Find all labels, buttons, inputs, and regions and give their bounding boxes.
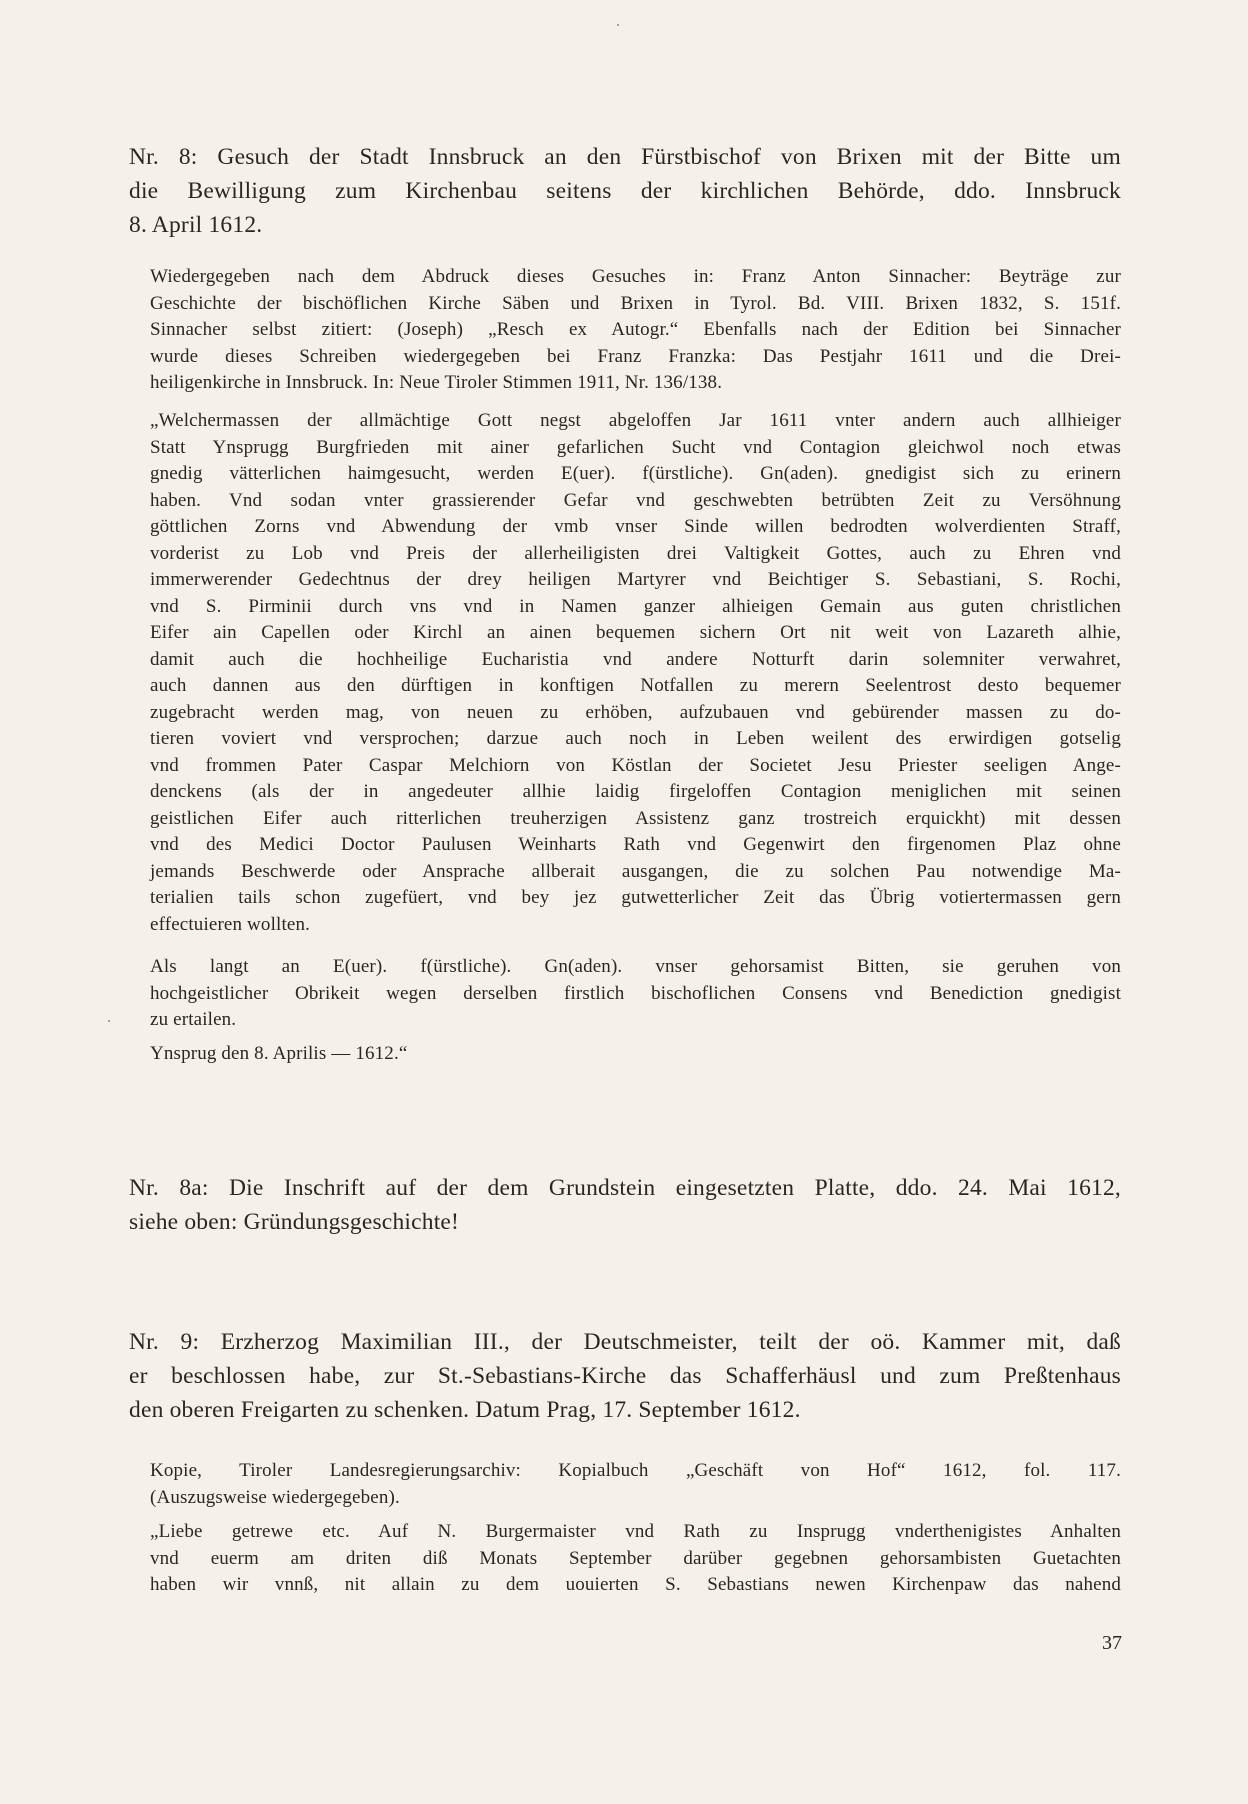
heading-line: er beschlossen habe, zur St.-Sebastians-Kirche das Schafferhäusl und zum Preßtenhaus — [129, 1363, 1121, 1389]
text-line: Eifer ain Capellen oder Kirchl an ainen bequemen sichern Ort nit weit von Lazareth alhie, — [150, 622, 1121, 643]
text-line: auch dannen aus den dürftigen in konftigen Notfallen zu merern Seelentrost desto bequemer — [150, 675, 1121, 696]
text-line: wurde dieses Schreiben wiedergegeben bei Franz Franzka: Das Pestjahr 1611 und die Drei- — [150, 345, 1121, 367]
entry-8-closing — [129, 1041, 1121, 1068]
text-line: haben wir vnnß, nit allain zu dem uouierten S. Sebastians newen Kirchenpaw das nahend — [150, 1574, 1121, 1595]
text-line: Geschichte der bischöflichen Kirche Säben und Brixen in Tyrol. Bd. VIII. Brixen 1832, S. 151f. — [150, 292, 1121, 314]
text-line: geistlichen Eifer auch ritterlichen treuherzigen Assistenz ganz trostreich erquickht) mit dessen — [150, 807, 1121, 829]
text-line: vorderist zu Lob vnd Preis der allerheiligisten drei Valtigkeit Gottes, auch zu Ehren vnd — [150, 542, 1121, 564]
heading-line: Nr. 8a: Die Inschrift auf der dem Grundstein eingesetzten Platte, ddo. 24. Mai 1612, — [129, 1175, 1121, 1201]
heading-line: siehe oben: Gründungsgeschichte! — [129, 1209, 460, 1235]
source-paragraph — [129, 1458, 1121, 1511]
heading-line: den oberen Freigarten zu schenken. Datum Prag, 17. September 1612. — [129, 1397, 801, 1423]
text-line: „Welchermassen der allmächtige Gott negst abgeloffen Jar 1611 vnter andern auch allhieiger — [150, 410, 1121, 431]
text-line: hochgeistlicher Obrikeit wegen derselben firstlich bischoflichen Consens vnd Benediction gnedigist — [150, 982, 1121, 1004]
paper-speck — [617, 24, 619, 26]
entry-8 — [129, 140, 1121, 242]
source-paragraph — [129, 264, 1121, 397]
text-line: effectuieren wollten. — [150, 913, 311, 935]
text-line: vnd S. Pirminii durch vns vnd in Namen ganzer alhieigen Gemain aus guten christlichen — [150, 595, 1121, 617]
text-line: Statt Ynsprugg Burgfrieden mit ainer gefarlichen Sucht vnd Contagion gleichwol noch etwas — [150, 436, 1121, 458]
page-number: 37 — [1102, 1632, 1122, 1654]
text-line: vnd euerm am driten diß Monats September darüber gegebnen gehorsambisten Guetachten — [150, 1547, 1121, 1569]
text-line: terialien tails schon zugefüert, vnd bey jez gutwetterlicher Zeit das Übrig votiertermassen gern — [150, 887, 1121, 908]
text-line: heiligenkirche in Innsbruck. In: Neue Tiroler Stimmen 1911, Nr. 136/138. — [150, 372, 723, 393]
text-line: tieren voviert vnd versprochen; darzue auch noch in Leben weilent des erwirdigen gotselig — [150, 728, 1121, 749]
entry-9-heading — [129, 1325, 1121, 1427]
text-line: (Auszugsweise wiedergegeben). — [150, 1486, 400, 1508]
text-line: jemands Beschwerde oder Ansprache allberait ausgangen, die zu solchen Pau notwendige Ma- — [150, 860, 1121, 882]
text-line: damit auch die hochheilige Eucharistia vnd andere Notturft darin solemniter verwahret, — [150, 648, 1121, 670]
text-line: göttlichen Zorns vnd Abwendung der vmb vnser Sinde willen bedrodten wolverdienten Straff, — [150, 516, 1121, 537]
text-line: denckens (als der in angedeuter allhie laidig firgeloffen Contagion meniglichen mit seinen — [150, 781, 1121, 802]
text-line: zu ertailen. — [150, 1009, 237, 1030]
text-line: Sinnacher selbst zitiert: (Joseph) „Resch ex Autogr.“ Ebenfalls nach der Edition bei Sinnacher — [150, 319, 1121, 340]
quote-paragraph — [129, 1519, 1121, 1599]
text-line: zugebracht werden mag, von neuen zu erhöben, aufzubauen vnd gebürender massen zu do- — [150, 701, 1121, 723]
request-paragraph — [129, 954, 1121, 1034]
closing-line: Ynsprug den 8. Aprilis — 1612.“ — [150, 1043, 408, 1064]
text-line: haben. Vnd sodan vnter grassierender Gefar vnd geschwebten betrübten Zeit zu Versöhnung — [150, 489, 1121, 511]
text-line: gnedig vätterlichen haimgesucht, werden E(uer). f(ürstliche). Gn(aden). gnedigist sich zu erinern — [150, 463, 1121, 484]
text-line: vnd des Medici Doctor Paulusen Weinharts Rath vnd Gegenwirt den firgenomen Plaz ohne — [150, 834, 1121, 855]
heading-line: die Bewilligung zum Kirchenbau seitens der kirchlichen Behörde, ddo. Innsbruck — [129, 178, 1121, 204]
entry-8-source — [129, 264, 1121, 397]
heading-line: Nr. 8: Gesuch der Stadt Innsbruck an den Fürstbischof von Brixen mit der Bitte um — [129, 144, 1121, 170]
entry-8-quote — [129, 408, 1121, 938]
quote-paragraph — [129, 408, 1121, 938]
text-line: Als langt an E(uer). f(ürstliche). Gn(aden). vnser gehorsamist Bitten, sie geruhen von — [150, 956, 1121, 977]
text-line: Wiedergegeben nach dem Abdruck dieses Gesuches in: Franz Anton Sinnacher: Beyträge zur — [150, 266, 1121, 287]
paper-speck — [108, 1020, 110, 1022]
entry-9-quote — [129, 1519, 1121, 1599]
text-line: vnd frommen Pater Caspar Melchiorn von Köstlan der Societet Jesu Priester seeligen Ange- — [150, 754, 1121, 776]
entry-8a — [129, 1171, 1121, 1239]
entry-8a-heading — [129, 1171, 1121, 1239]
entry-9-source — [129, 1458, 1121, 1511]
text-line: „Liebe getrewe etc. Auf N. Burgermaister vnd Rath zu Insprugg vnderthenigistes Anhalten — [150, 1521, 1121, 1542]
heading-line: Nr. 9: Erzherzog Maximilian III., der Deutschmeister, teilt der oö. Kammer mit, daß — [129, 1329, 1121, 1355]
entry-9 — [129, 1325, 1121, 1427]
entry-8-heading — [129, 140, 1121, 242]
entry-8-request — [129, 954, 1121, 1034]
text-line: immerwerender Gedechtnus der drey heiligen Martyrer vnd Beichtiger S. Sebastiani, S. Rochi, — [150, 569, 1121, 590]
heading-line: 8. April 1612. — [129, 212, 263, 238]
text-line: Kopie, Tiroler Landesregierungsarchiv: Kopialbuch „Geschäft von Hof“ 1612, fol. 117. — [150, 1460, 1121, 1481]
